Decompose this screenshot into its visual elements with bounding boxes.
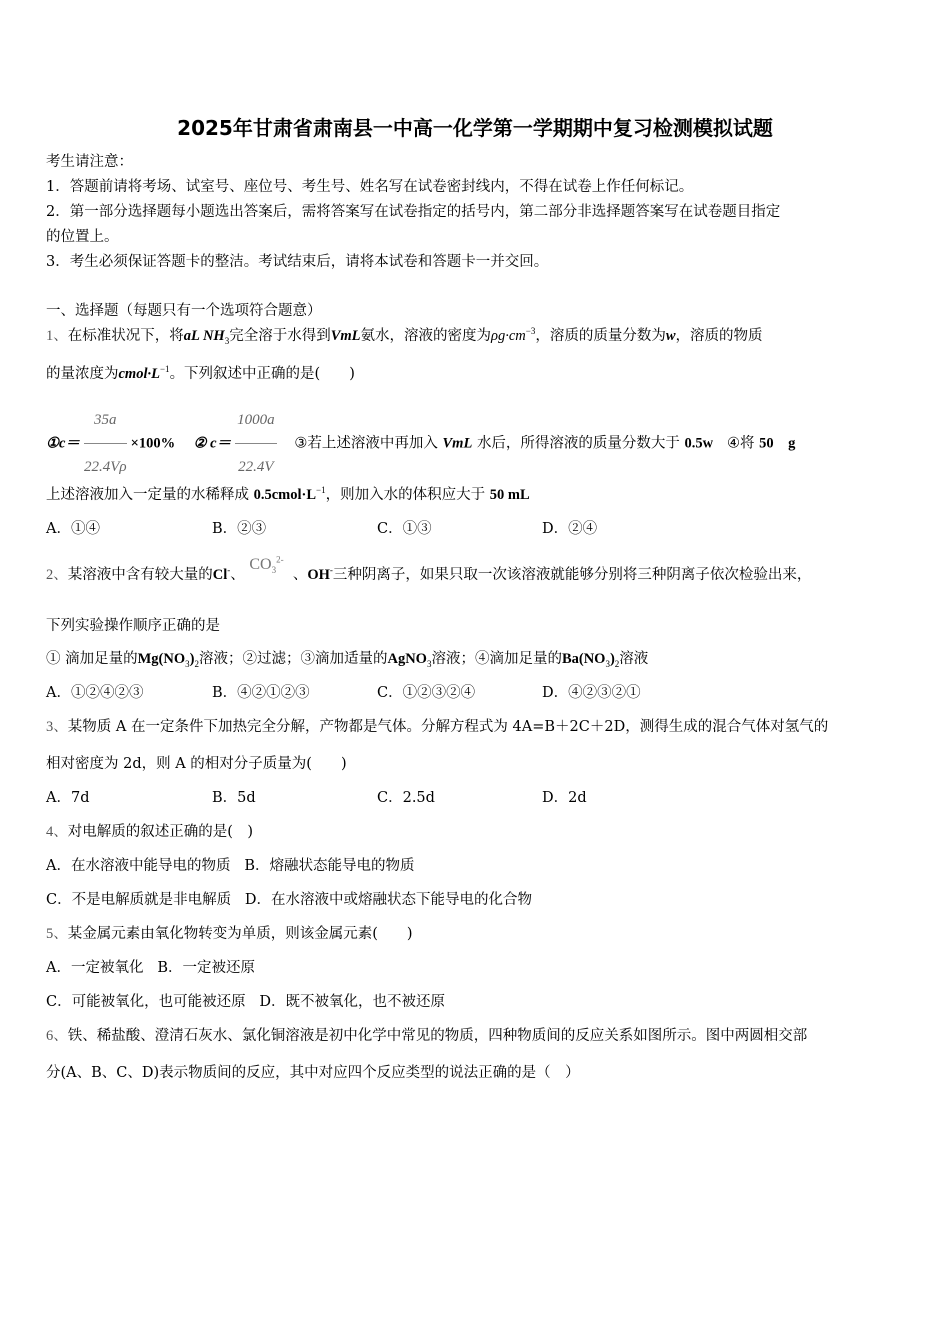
- text: AgNO: [387, 651, 427, 667]
- text: Ba(NO: [561, 651, 606, 667]
- question-number: 4、: [46, 824, 68, 840]
- carbonate-formula: [249, 554, 284, 576]
- option-c[interactable]: C．①②③②④: [377, 685, 476, 701]
- question-5-line-1: [46, 925, 413, 943]
- text: −3: [525, 326, 536, 337]
- question-3-line-1: [46, 718, 828, 736]
- text: 2: [194, 658, 199, 669]
- option-d[interactable]: D．2d: [542, 790, 587, 806]
- text: ，溶质的质量分数为: [535, 328, 666, 344]
- question-1-line-2: [46, 365, 355, 383]
- option-c[interactable]: C．①③: [377, 521, 432, 537]
- text: −1: [316, 485, 326, 496]
- text: 某物质 A 在一定条件下加热完全分解，产物都是气体。分解方程式为 4A=B＋2C＋2D，测得生成的混合气体对氢气的: [67, 719, 829, 735]
- text: 三种阴离子，如果只取一次该溶液就能够分别将三种阴离子依次检验出来，: [332, 567, 812, 583]
- question-4-line-1: [46, 823, 253, 841]
- option-b[interactable]: B．④②①②③: [212, 685, 310, 701]
- text: 溶液；②过滤；③滴加适量的: [198, 651, 388, 667]
- option-c[interactable]: C．不是电解质就是非电解质: [46, 892, 232, 908]
- section-heading: 一、选择题（每题只有一个选项符合题意）: [46, 303, 322, 319]
- notice-item-1: 1．答题前请将考场、试室号、座位号、考生号、姓名写在试卷密封线内，不得在试卷上作任何标记。: [46, 179, 694, 195]
- text: 对电解质的叙述正确的是( ): [67, 824, 254, 840]
- question-2-line-1: [46, 554, 812, 584]
- option-b[interactable]: B．②③: [212, 521, 267, 537]
- option-c[interactable]: C．可能被氧化，也可能被还原: [46, 994, 246, 1010]
- text: 氨水，溶液的密度为: [360, 328, 492, 344]
- text: Cl: [212, 567, 228, 583]
- option-b[interactable]: B．5d: [212, 790, 256, 806]
- text: 完全溶于水得到: [229, 328, 331, 344]
- text: ③若上述溶液中再加入: [294, 435, 438, 452]
- text: aL NH: [183, 328, 225, 344]
- text: CO: [249, 556, 272, 573]
- numerator: 1000a: [235, 398, 277, 444]
- option-a[interactable]: A．在水溶液中能导电的物质: [46, 858, 231, 874]
- option-c[interactable]: C．2.5d: [377, 790, 435, 806]
- option-d[interactable]: D．既不被氧化，也不被还原: [259, 994, 446, 1010]
- fraction: [235, 398, 277, 489]
- text: −1: [159, 364, 170, 375]
- text: 3: [605, 658, 610, 669]
- text: 0.5w: [684, 435, 714, 452]
- denominator: 22.4Vρ: [83, 459, 127, 475]
- text: ④将: [726, 435, 755, 452]
- text: 溶液: [619, 651, 649, 667]
- text: 3: [185, 658, 190, 669]
- text: 在标准状况下，将: [67, 328, 184, 344]
- text: Mg(NO: [137, 651, 186, 667]
- text: 50 g: [759, 435, 796, 452]
- question-5-options-row-2: [46, 993, 445, 1011]
- notice-item-2-cont: 的位置上。: [46, 229, 119, 245]
- text: 某金属元素由氧化物转变为单质，则该金属元素( ): [67, 926, 413, 942]
- statement-2-label: ② c＝: [193, 435, 232, 452]
- notice-item-2: 2．第一部分选择题每小题选出答案后，需将答案写在试卷指定的括号内，第二部分非选择题答案写在试卷题目指定: [46, 204, 781, 220]
- option-b[interactable]: B．一定被还原: [157, 960, 255, 976]
- text: 、: [230, 567, 245, 583]
- text: 。下列叙述中正确的是( ): [169, 366, 355, 382]
- question-number: 2、: [46, 567, 68, 583]
- text: ): [189, 651, 195, 667]
- question-number: 5、: [46, 926, 68, 942]
- text: 3: [426, 658, 432, 669]
- option-a[interactable]: A．7d: [46, 790, 90, 806]
- option-a[interactable]: A．①②④②③: [46, 685, 144, 701]
- denominator: 22.4V: [238, 459, 274, 475]
- question-2-line-3: [46, 650, 648, 668]
- text: ): [609, 651, 615, 667]
- option-d[interactable]: D．④②③②①: [542, 685, 641, 701]
- question-4-options-row-1: [46, 857, 414, 875]
- text: 2-: [276, 554, 284, 565]
- text: ，则加入水的体积应大于: [325, 487, 486, 503]
- question-6-line-2: 分(A、B、C、D)表示物质间的反应，其中对应四个反应类型的说法正确的是（ ）: [46, 1065, 580, 1081]
- text: 上述溶液加入一定量的水稀释成: [46, 487, 249, 503]
- question-2-line-2: 下列实验操作顺序正确的是: [46, 618, 220, 634]
- question-6-line-1: [46, 1027, 807, 1045]
- option-d[interactable]: D．②④: [542, 521, 598, 537]
- text: cmol·L: [118, 366, 160, 382]
- fraction: [84, 398, 127, 489]
- text: -: [329, 565, 333, 576]
- question-1-statements: [46, 398, 795, 489]
- text: 某溶液中含有较大量的: [67, 567, 213, 583]
- page-title: 2025年甘肃省肃南县一中高一化学第一学期期中复习检测模拟试题: [177, 116, 773, 140]
- numerator: 35a: [84, 398, 127, 444]
- text: ，溶质的物质: [675, 328, 763, 344]
- text: 铁、稀盐酸、澄清石灰水、氯化铜溶液是初中化学中常见的物质，四种物质间的反应关系如图所示。图中两圆相交部: [67, 1028, 808, 1044]
- option-b[interactable]: B．熔融状态能导电的物质: [244, 858, 415, 874]
- text: 2: [614, 658, 620, 669]
- question-5-options-row-1: [46, 959, 255, 977]
- text: 50 mL: [489, 487, 530, 503]
- text: ×100%: [130, 435, 176, 452]
- text: 的量浓度为: [46, 366, 119, 382]
- text: 溶液；④滴加足量的: [431, 651, 562, 667]
- text: ① 滴加足量的: [46, 651, 138, 667]
- text: 水后，所得溶液的质量分数大于: [476, 435, 680, 452]
- question-number: 1、: [46, 328, 68, 344]
- question-4-options-row-2: [46, 891, 532, 909]
- text: 3: [224, 335, 230, 346]
- question-1-line-4: [46, 486, 530, 504]
- text: OH: [307, 567, 330, 583]
- text: ρg·cm: [491, 328, 526, 344]
- text: 3: [271, 565, 277, 576]
- notice-item-3: 3．考生必须保证答题卡的整洁。考试结束后，请将本试卷和答题卡一并交回。: [46, 254, 549, 270]
- question-number: 3、: [46, 719, 68, 735]
- question-3-line-2: 相对密度为 2d，则 A 的相对分子质量为( ): [46, 756, 347, 772]
- text: w: [665, 328, 676, 344]
- text: 0.5cmol·L: [253, 487, 317, 503]
- option-a[interactable]: A．①④: [46, 521, 100, 537]
- text: 、: [292, 567, 308, 583]
- text: -: [227, 565, 231, 576]
- option-a[interactable]: A．一定被氧化: [46, 960, 144, 976]
- question-1-line-1: [46, 327, 763, 345]
- notice-heading: 考生请注意：: [46, 154, 133, 170]
- question-number: 6、: [46, 1028, 68, 1044]
- text: VmL: [442, 435, 473, 452]
- statement-1-label: ①c＝: [46, 435, 80, 452]
- text: VmL: [330, 328, 361, 344]
- option-d[interactable]: D．在水溶液中或熔融状态下能导电的化合物: [244, 892, 533, 908]
